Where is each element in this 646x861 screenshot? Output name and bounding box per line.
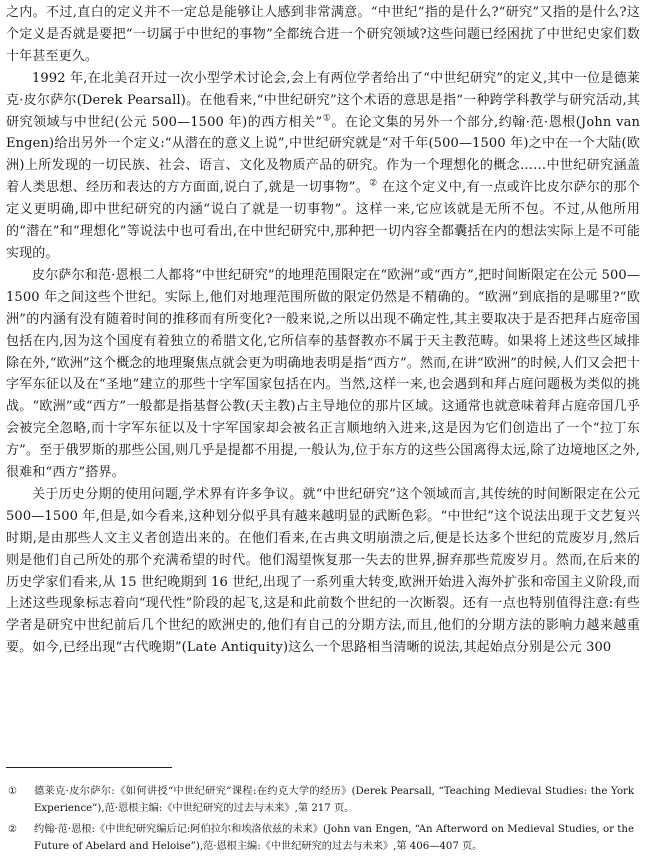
footnote-1-text: 德莱克·皮尔萨尔:《如何讲授“中世纪研究”课程:在约克大学的经历》(Derek Pearsall, “Teaching Medieval Studies: the York Experience”),范·恩根主编:《中世纪研究的过去与未来》,第 217 页。 [34,786,634,814]
paragraph-3: 皮尔萨尔和范·恩根二人都将“中世纪研究”的地理范围限定在“欧洲”或“西方”,把时间断限定在公元 500—1500 年之间这些个世纪。实际上,他们对地理范围所做的限定仍然是不精确的。“欧洲”到底指的是哪里?“欧洲”的内涵有没有随着时间的推移而有所变化?一般来说,之所以出现不确定性,其主要取决于是否把拜占庭帝国包括在内,因为这个国度有着独立的希腊文化,它所信奉的基督教亦不属于天主教范畴。如果将上述这些区域排除在外,“欧洲”这个概念的地理聚焦点就会更为明确地表明是指“西方”。然而,在讲“欧洲”的时候,人们又会把十字军东征以及在“圣地”建立的那些十字军国家包括在内。当然,这样一来,也会遇到和拜占庭问题极为类似的挑战。“欧洲”或“西方”一般都是指基督公教(天主教)占主导地位的那片区域。这通常也就意味着拜占庭帝国几乎会被完全忽略,而十字军东征以及十字军国家却会被名正言顺地纳入进来,这是因为它们创造出了一个“拉丁东方”。至于俄罗斯的那些公国,则几乎是提都不用提,一般认为,位于东方的这些公国离得太远,除了边境地区之外,很难和“西方”搭界。 [6,267,640,481]
footnote-2 [6,821,634,855]
paragraph-2-part-2: 。在论文集的另外一个部分,约翰·范·恩根(John van Engen)给出另外一个定义:“从潜在的意义上说”,中世纪研究就是“对千年(500—1500 年)之中在一个大陆(欧洲)上所发现的一切民族、社会、语言、文化及物质产品的研究。作为一个理想化的概念……中世纪研究涵盖着人类思想、经历和表达的方方面面,说白了,就是一切事物”。 [6,114,641,196]
paragraph-2-part-1: 1992 年,在北美召开过一次小型学术讨论会,会上有两位学者给出了“中世纪研究”的定义,其中一位是德莱克·皮尔萨尔(Derek Pearsall)。在他看来,“中世纪研究”这个术语的意思是指“一种跨学科教学与研究活动,其研究领域与中世纪(公元 500—1500 年)的西方相关” [6,70,640,130]
footnote-divider [6,767,172,768]
footnote-1-mark: ① [8,786,18,797]
footnote-1 [6,783,634,817]
paragraph-1: 之内。不过,直白的定义并不一定总是能够让人感到非常满意。“中世纪”指的是什么?“研究”又指的是什么?这个定义是否就是要把“一切属于中世纪的事物”全都统合进一个研究领域?这些问题已经困扰了中世纪史家们数十年甚至更久。 [6,5,640,64]
paragraph-4: 关于历史分期的使用问题,学术界有许多争议。就“中世纪研究”这个领域而言,其传统的时间断限定在公元 500—1500 年,但是,如今看来,这种划分似乎具有越来越明显的武断色彩。“中世纪”这个说法出现于文艺复兴时期,是由那些人文主义者创造出来的。在他们看来,在古典文明崩溃之后,便是长达多个世纪的荒废岁月,然后则是他们自己所处的那个充满希望的时代。他们渴望恢复那一失去的世界,摒弃那些荒废岁月。然而,在后来的历史学家们看来,从 15 世纪晚期到 16 世纪,出现了一系列重大转变,欧洲开始进入海外扩张和帝国主义阶段,而上述这些现象标志着向“现代性”阶段的起飞,这是和此前数个世纪的一次断裂。还有一点也特别值得注意:有些学者是研究中世纪前后几个世纪的欧洲史的,他们有自己的分期方法,而且,他们的分期方法的影响力越来越重要。如今,已经出现“古代晚期”(Late Antiquity)这么一个思路相当清晰的说法,其起始点分别是公元 300 [6,486,640,656]
footnote-2-text: 约翰·范·恩根:《中世纪研究编后记:阿伯拉尔和埃洛依兹的未来》(John van Engen, “An Afterword on Medieval Studies, or the Future of Abelard and Heloise”),范·恩根主编:《中世纪研究的过去与未来》,第 406—407 页。 [34,824,634,852]
paragraph-2-part-3: 在这个定义中,有一点或许比皮尔萨尔的那个定义更明确,即中世纪研究的内涵“说白了就是一切事物”。这样一来,它应该就是无所不包。不过,从他所用的“潜在”和“理想化”等说法中也可看出,在中世纪研究中,那种把一切内容全都囊括在内的想法实际上是不可能实现的。 [6,180,640,261]
footnotes [6,783,634,859]
footnote-ref-2[interactable]: ② [369,178,378,189]
footnote-ref-1[interactable]: ① [322,113,332,124]
footnote-2-mark: ② [8,824,18,835]
paragraph-2 [6,68,640,265]
